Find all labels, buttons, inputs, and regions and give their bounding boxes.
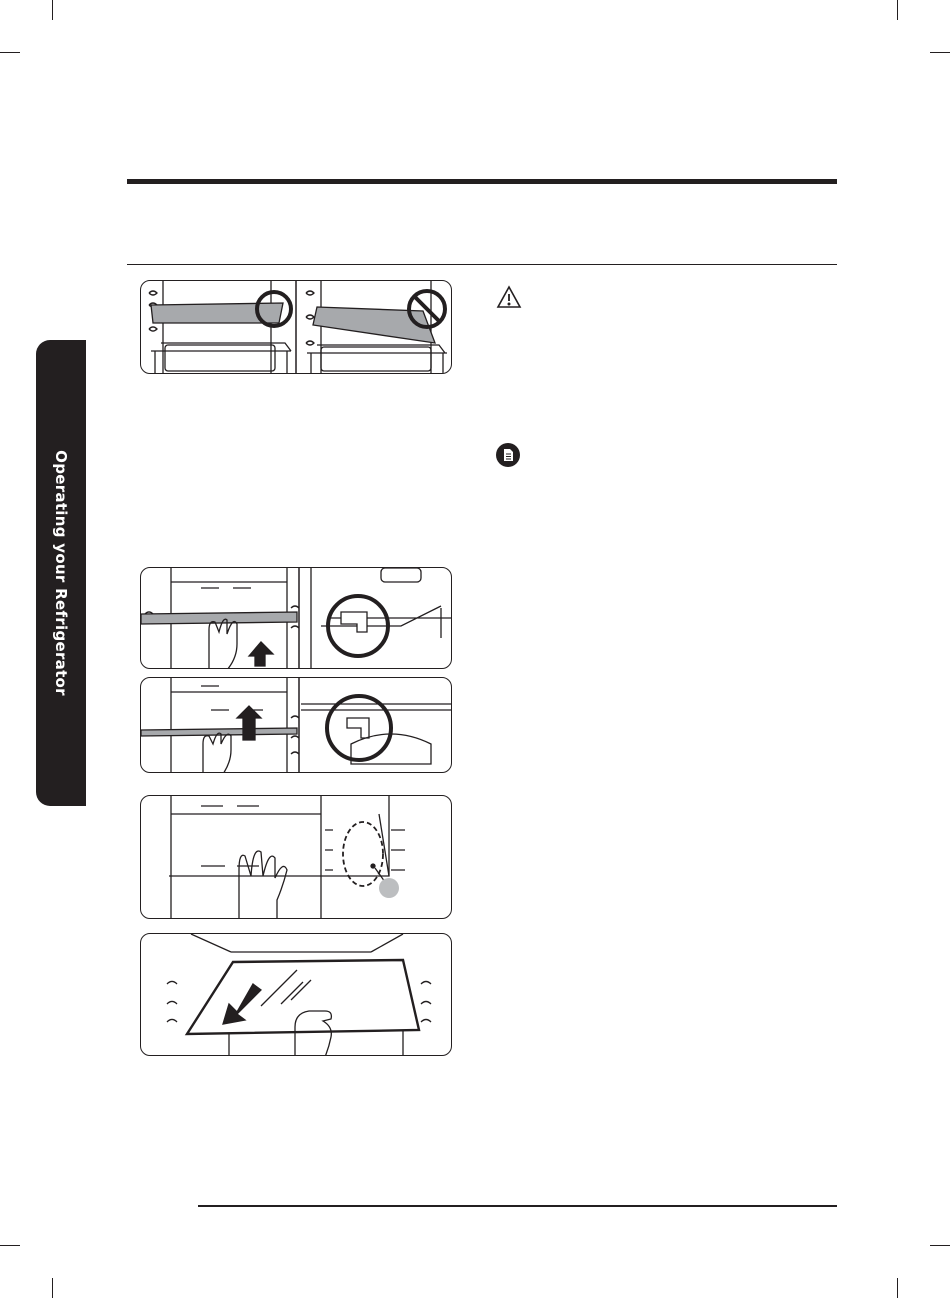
- chapter-side-tab-label: Operating your Refrigerator: [52, 450, 70, 696]
- crop-mark: [897, 0, 898, 20]
- crop-mark: [930, 1245, 950, 1246]
- note-document-icon: [496, 443, 520, 467]
- shelf-placement-illustration: [140, 280, 452, 374]
- shelf-latch-detail-illustration: [140, 795, 452, 919]
- crop-mark: [0, 1245, 20, 1246]
- chapter-side-tab: [36, 340, 86, 806]
- crop-mark: [52, 1278, 53, 1298]
- crop-mark: [0, 52, 20, 53]
- footer-rule: [198, 1205, 837, 1207]
- shelf-sliding-illustration: [140, 933, 452, 1056]
- section-rule: [127, 264, 837, 265]
- crop-mark: [897, 1278, 898, 1298]
- caution-warning-icon: [496, 284, 522, 310]
- shelf-removal-step-2-illustration: [140, 677, 452, 773]
- crop-mark: [930, 52, 950, 53]
- shelf-removal-step-1-illustration: [140, 567, 452, 669]
- crop-mark: [52, 0, 53, 20]
- header-rule: [127, 179, 837, 184]
